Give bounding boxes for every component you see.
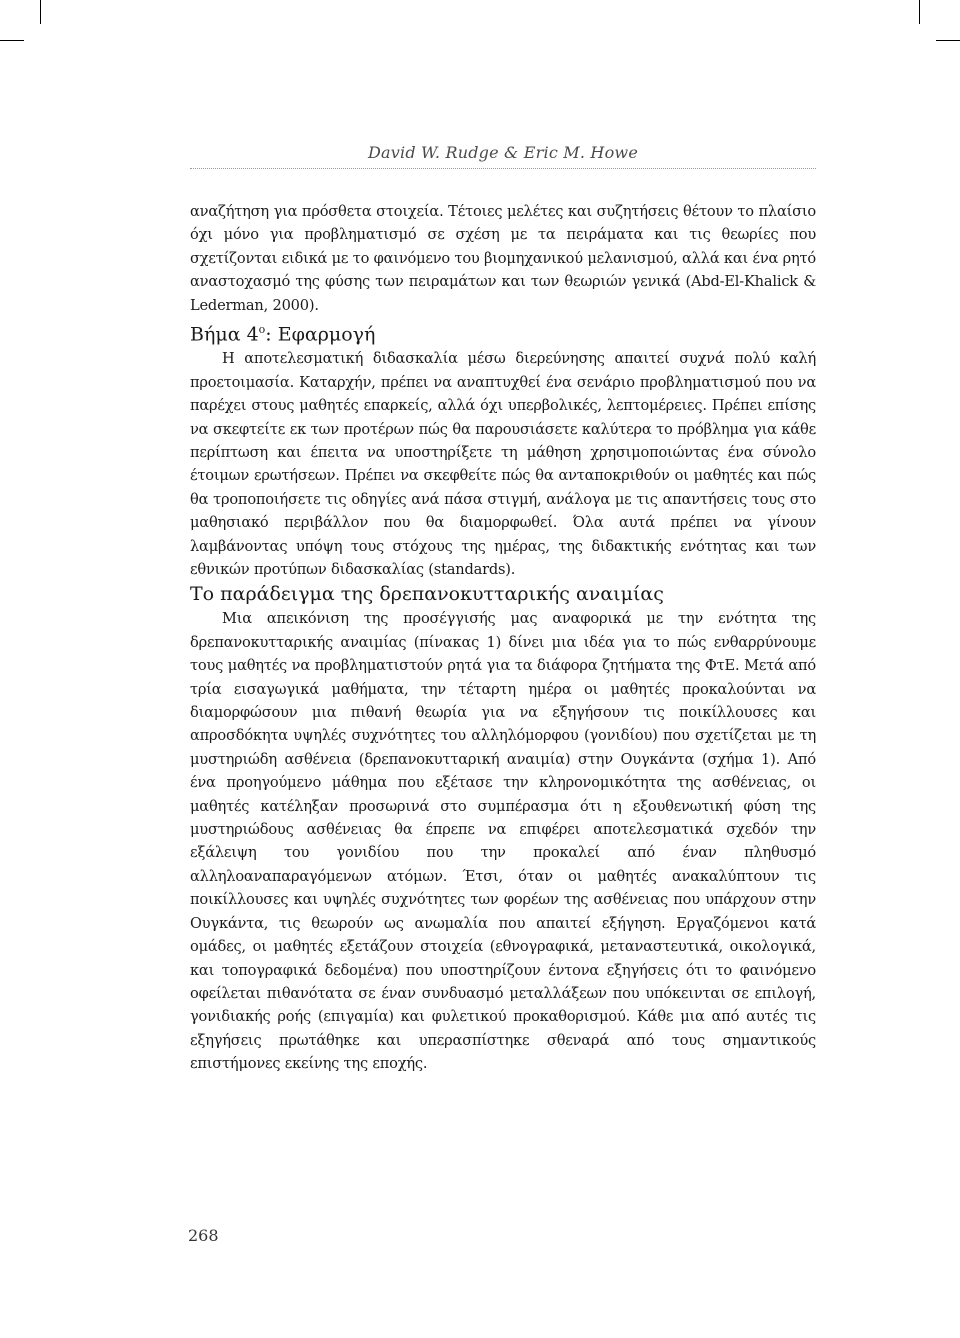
page-content [190, 200, 816, 1076]
crop-mark-top-left-horizontal [0, 40, 24, 41]
section-heading-sickle-cell-example: Το παράδειγμα της δρεπανοκυτταρικής αναιμίας [190, 583, 664, 606]
crop-mark-top-right-horizontal [936, 40, 960, 41]
heading-step-4-suffix: : Εφαρμογή [265, 323, 376, 346]
crop-mark-top-right-vertical [919, 0, 920, 24]
paragraph-sickle-cell-example: Μια απεικόνιση της προσέγγισής μας αναφορικά με την ενότητα της δρεπανοκυτταρικής αναιμίας (πίνακας 1) δίνει μια ιδέα για το πώς ενθαρρύνουμε τους μαθητές να προβληματιστούν ρητά για τα διάφορα ζητήματα της ΦτΕ. Μετά από τρία εισαγωγικά μαθήματα, την τέταρτη ημέρα οι μαθητές προκαλούνται να διαμορφώσουν μια πιθανή θεωρία για να εξηγήσουν τις ποικίλλουσες και απροσδόκητα υψηλές συχνότητες του αλληλόμορφου (γονιδίου) που σχετίζεται με τη μυστηριώδη ασθένεια (δρεπανοκυτταρική αναιμία) στην Ουγκάντα (σχήμα 1). Από ένα προηγούμενο μάθημα που εξέτασε την κληρονομικότητα της ασθένειας, οι μαθητές κατέληξαν προσωρινά στο συμπέρασμα ότι η εξουθενωτική φύση της μυστηριώδους ασθένειας θα έπρεπε να επιφέρει αποτελεσματικά σχεδόν την εξάλειψη του γονιδίου που την προκαλεί από έναν πληθυσμό αλληλοαναπαραγόμενων ατόμων. Έτσι, όταν οι μαθητές ανακαλύπτουν τις ποικίλλουσες και υψηλές συχνότητες των φορέων της ασθένειας που υπάρχουν στην Ουγκάντα, τις θεωρούν ως ανωμαλία που απαιτεί εξήγηση. Εργαζόμενοι κατά ομάδες, οι μαθητές εξετάζουν στοιχεία (εθνογραφικά, μεταναστευτικά, οικολογικά, και τοπογραφικά δεδομένα) που υποστηρίζουν έντονα εξηγήσεις ότι το φαινόμενο οφείλεται πιθανότατα σε έναν συνδυασμό μεταλλάξεων που υπόκεινται σε επιλογή, γονιδιακής ροής (επιγαμία) και φυλετικού προκαθορισμού. Κάθε μια από αυτές τις εξηγήσεις πρωτάθηκε και υπερασπίστηκε σθεναρά από τους σημαντικούς επιστήμονες εκείνης της εποχής. [190, 610, 816, 1073]
section-heading-step-4 [190, 317, 816, 347]
heading-step-4-prefix: Βήμα 4 [190, 323, 259, 346]
crop-mark-top-left-vertical [40, 0, 41, 24]
heading-step-4-ordinal: ο [258, 323, 266, 337]
page-number: 268 [188, 1226, 219, 1245]
paragraph-step-4: Η αποτελεσματική διδασκαλία μέσω διερεύνησης απαιτεί συχνά πολύ καλή προετοιμασία. Καταρχήν, πρέπει να αναπτυχθεί ένα σενάριο προβληματισμού που να παρέχει στους μαθητές επαρκείς, αλλά όχι υπερβολικές, λεπτομέρειες. Πρέπει επίσης να σκεφτείτε εκ των προτέρων πώς θα παρουσιάσετε καλύτερα το πρόβλημα για κάθε περίπτωση και έπειτα να υποστηρίξετε τη μάθηση χρησιμοποιώντας ένα σύνολο έτοιμων ερωτήσεων. Πρέπει να σκεφθείτε πώς θα ανταποκριθούν οι μαθητές και πώς θα τροποποιήσετε τις οδηγίες ανά πάσα στιγμή, ανάλογα με τις απαντήσεις τους στο μαθησιακό περιβάλλον που θα διαμορφωθεί. Όλα αυτά πρέπει να γίνουν λαμβάνοντας υπόψη τους στόχους της ημέρας, της διδακτικής ενότητας και των εθνικών προτύπων διδασκαλίας (standards). [190, 350, 816, 579]
running-head-rule [190, 168, 816, 169]
paragraph-continuation: αναζήτηση για πρόσθετα στοιχεία. Τέτοιες μελέτες και συζητήσεις θέτουν το πλαίσιο όχι μόνο για προβληματισμό σε σχέση με τα πειράματα και τις θεωρίες που σχετίζονται ειδικά με το φαινόμενο του βιομηχανικού μελανισμού, αλλά και ένα ρητό αναστοχασμό της φύσης των πειραμάτων και των θεωριών γενικά (Abd-El-Khalick & Lederman, 2000). [190, 203, 816, 314]
running-head: David W. Rudge & Eric M. Howe [368, 143, 638, 162]
